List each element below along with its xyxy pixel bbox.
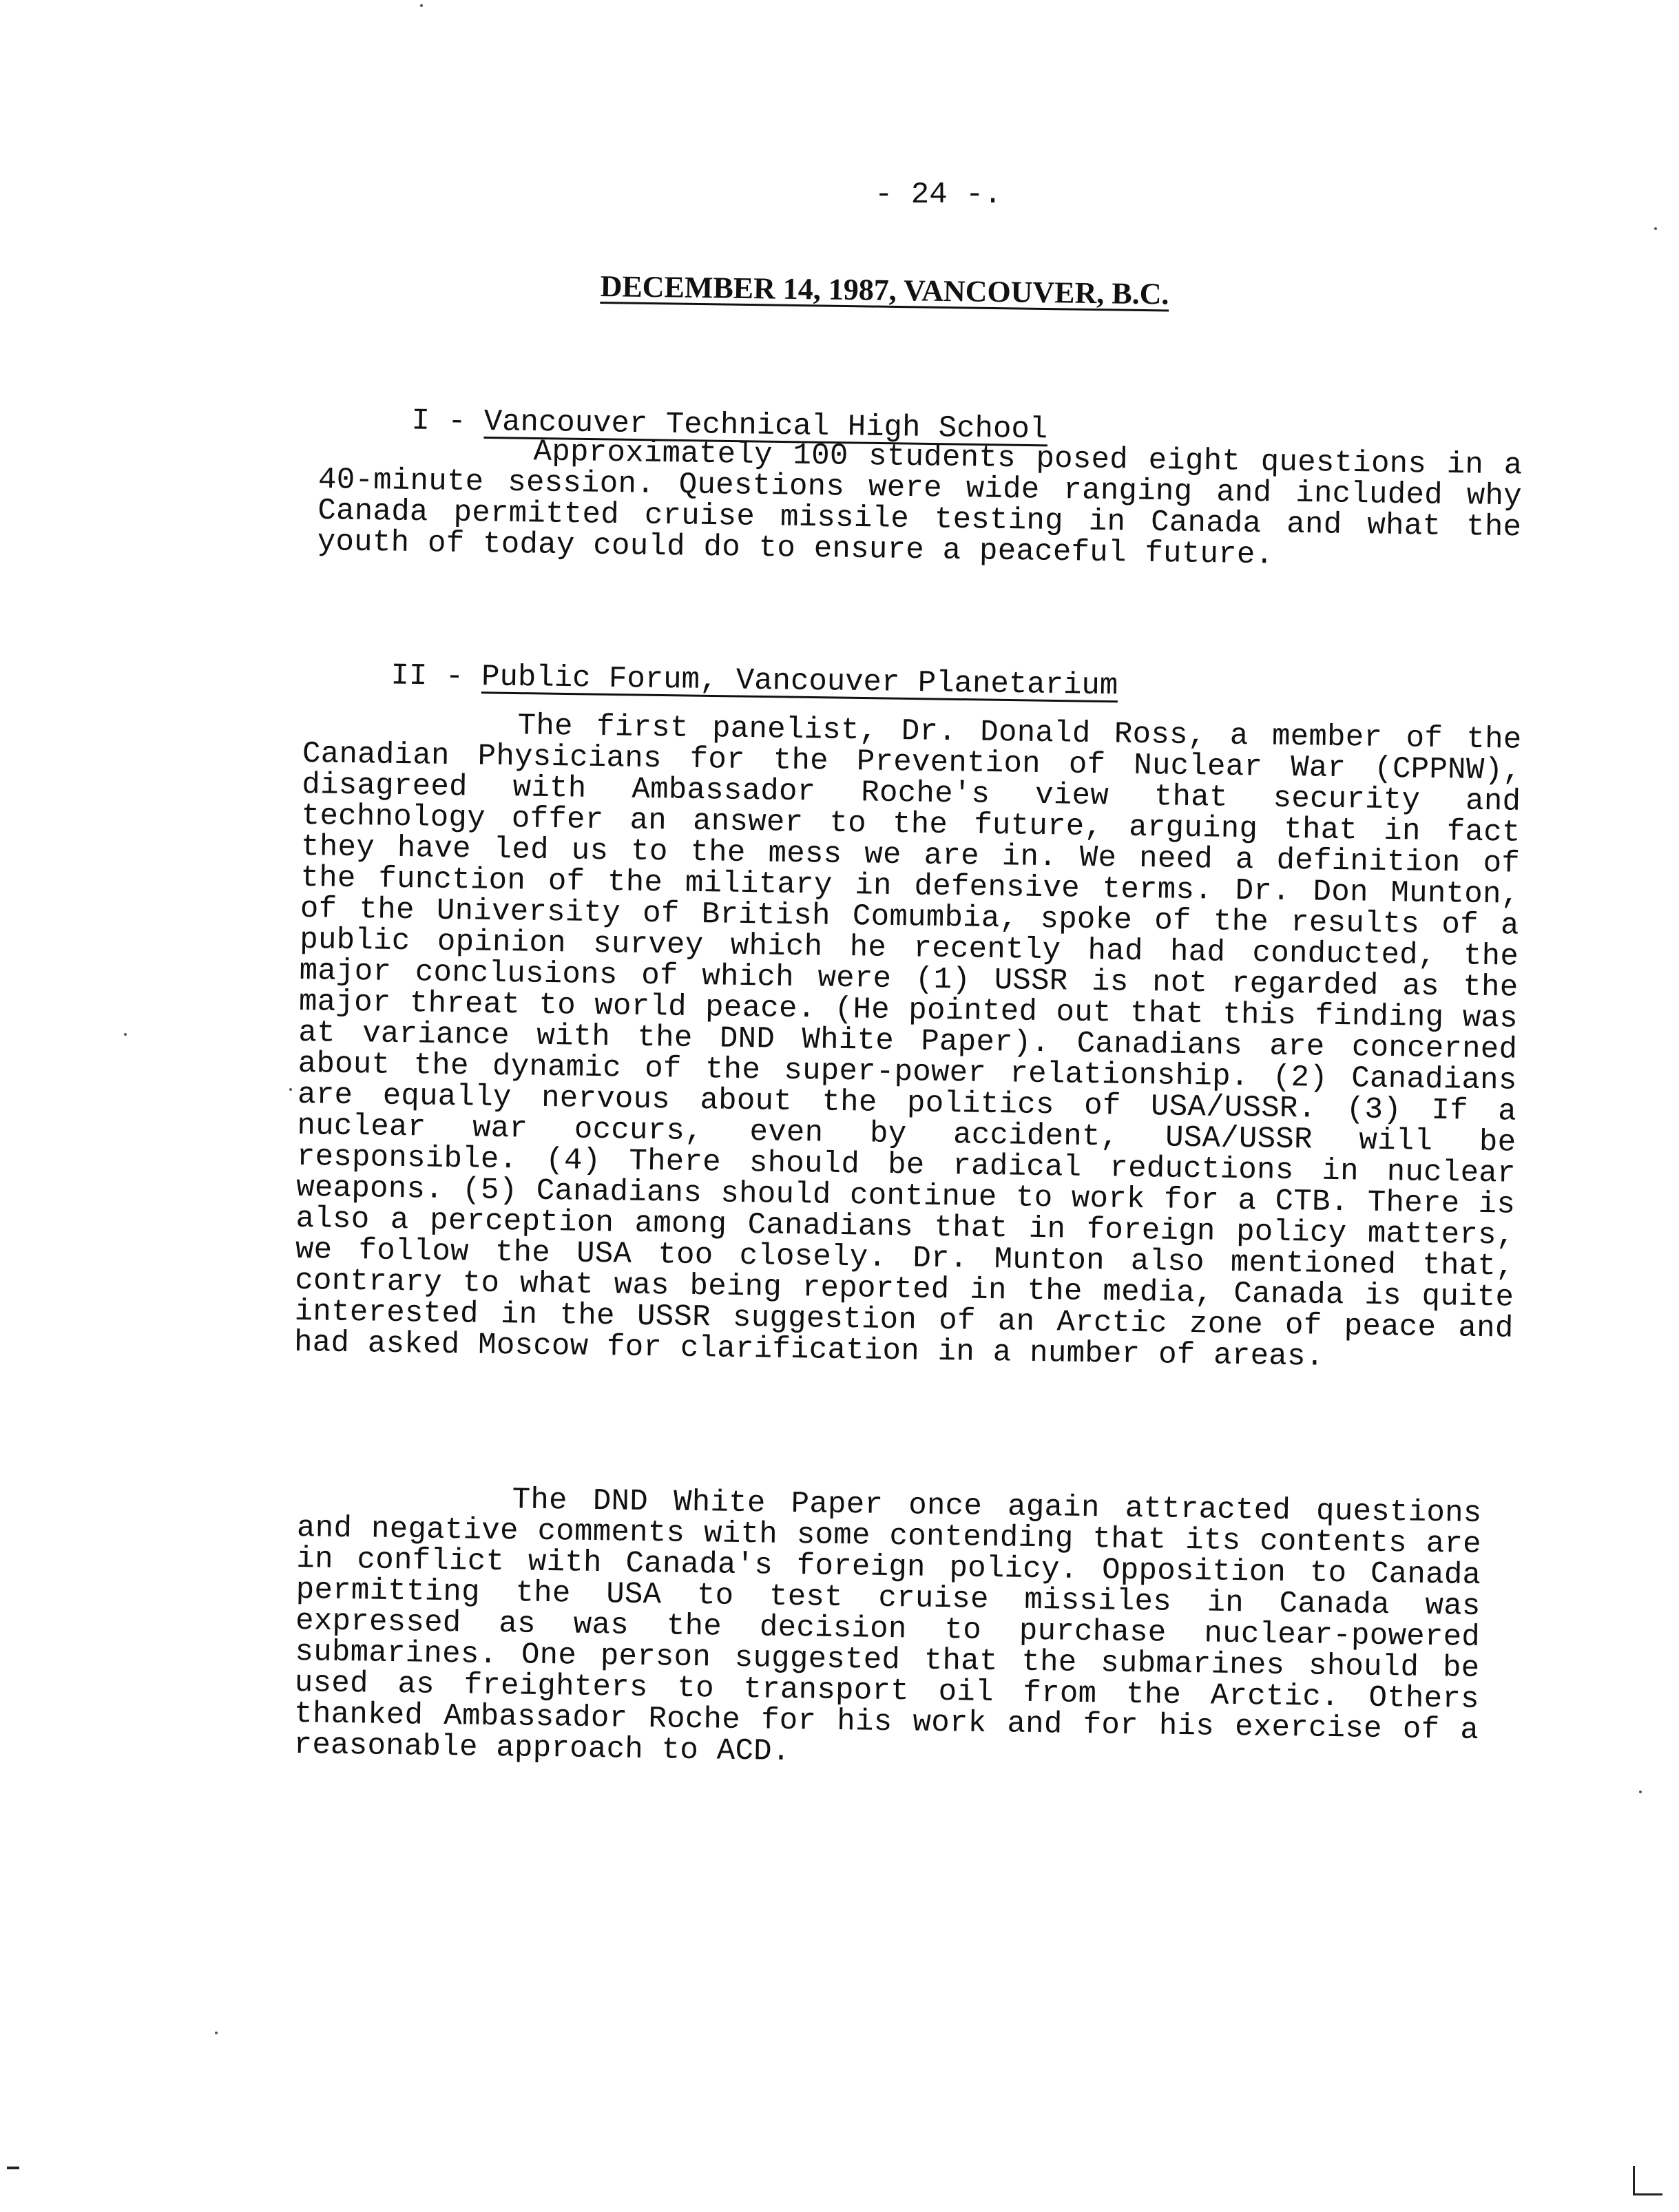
scan-speck — [420, 4, 423, 7]
scan-edge-mark — [7, 2167, 19, 2169]
section-2-paragraph-1: The first panelist, Dr. Donald Ross, a member of the Canadian Physicians for the Prevention of Nuclear War (CPPNW), disagreed with Ambassador Roche's view that security and technology offer an answer to the future, arguing that in fact they have led us to the mess we are in. We need a definition of the function of the military in defensive terms. Dr. Don Munton, of the University of British Comumbia, spoke of the results of a public opinion survey which he recently had had conducted, the major conclusions of which were (1) USSR is not regarded as the major threat to world peace. (He pointed out that this finding was at variance with the DND White Paper). Canadians are concerned about the dynamic of the super-power relationship. (2) Canadians are equally nervous about the politics of USA/USSR. (3) If a nuclear war occurs, even by accident, USA/USSR will be responsible. (4) There should be radical reductions in nuclear weapons. (5) Canadians should continue to work for a CTB. There is also a perception among Canadians that in foreign policy matters, we follow the USA too closely. Dr. Munton also mentioned that, contrary to what was being reported in the media, Canada is quite interested in the USSR suggestion of an Arctic zone of peace and had asked Moscow for clarification in a number of areas. — [293, 709, 1522, 1375]
section-title-1: Vancouver Technical High School — [483, 404, 1048, 448]
section-2-paragraph-2: The DND White Paper once again attracted questions and negative comments with some contending that its contents are in conflict with Canada's foreign policy. Opposition to Canada permitting the USA to test cruise missiles in Canada was expressed as was the decision to purchase nuclear-powered submarines. One person suggested that the submarines should be used as freighters to transport oil from the Arctic. Others thanked Ambassador Roche for his work and for his exercise of a reasonable approach to ACD. — [293, 1483, 1482, 1770]
page-number: - 24 -. — [875, 178, 1002, 212]
scan-speck — [289, 1088, 292, 1091]
section-1-paragraph-1: Approximately 100 students posed eight questions in a 40-minute session. Questions were wide ranging and included why Canada permitted cruise missile testing in Canada and what the youth of today could do to ensure a peaceful future. — [317, 435, 1523, 573]
scan-speck — [215, 2032, 218, 2034]
section-number-2: II - — [390, 658, 464, 694]
scan-speck — [1639, 1791, 1642, 1793]
scan-corner-mark — [1633, 2166, 1662, 2195]
scan-speck — [124, 1033, 127, 1036]
section-title-2: Public Forum, Vancouver Planetarium — [481, 660, 1118, 704]
document-title: DECEMBER 14, 1987, VANCOUVER, B.C. — [600, 269, 1169, 311]
scan-speck — [1654, 227, 1657, 230]
section-number-1: I - — [411, 404, 467, 439]
